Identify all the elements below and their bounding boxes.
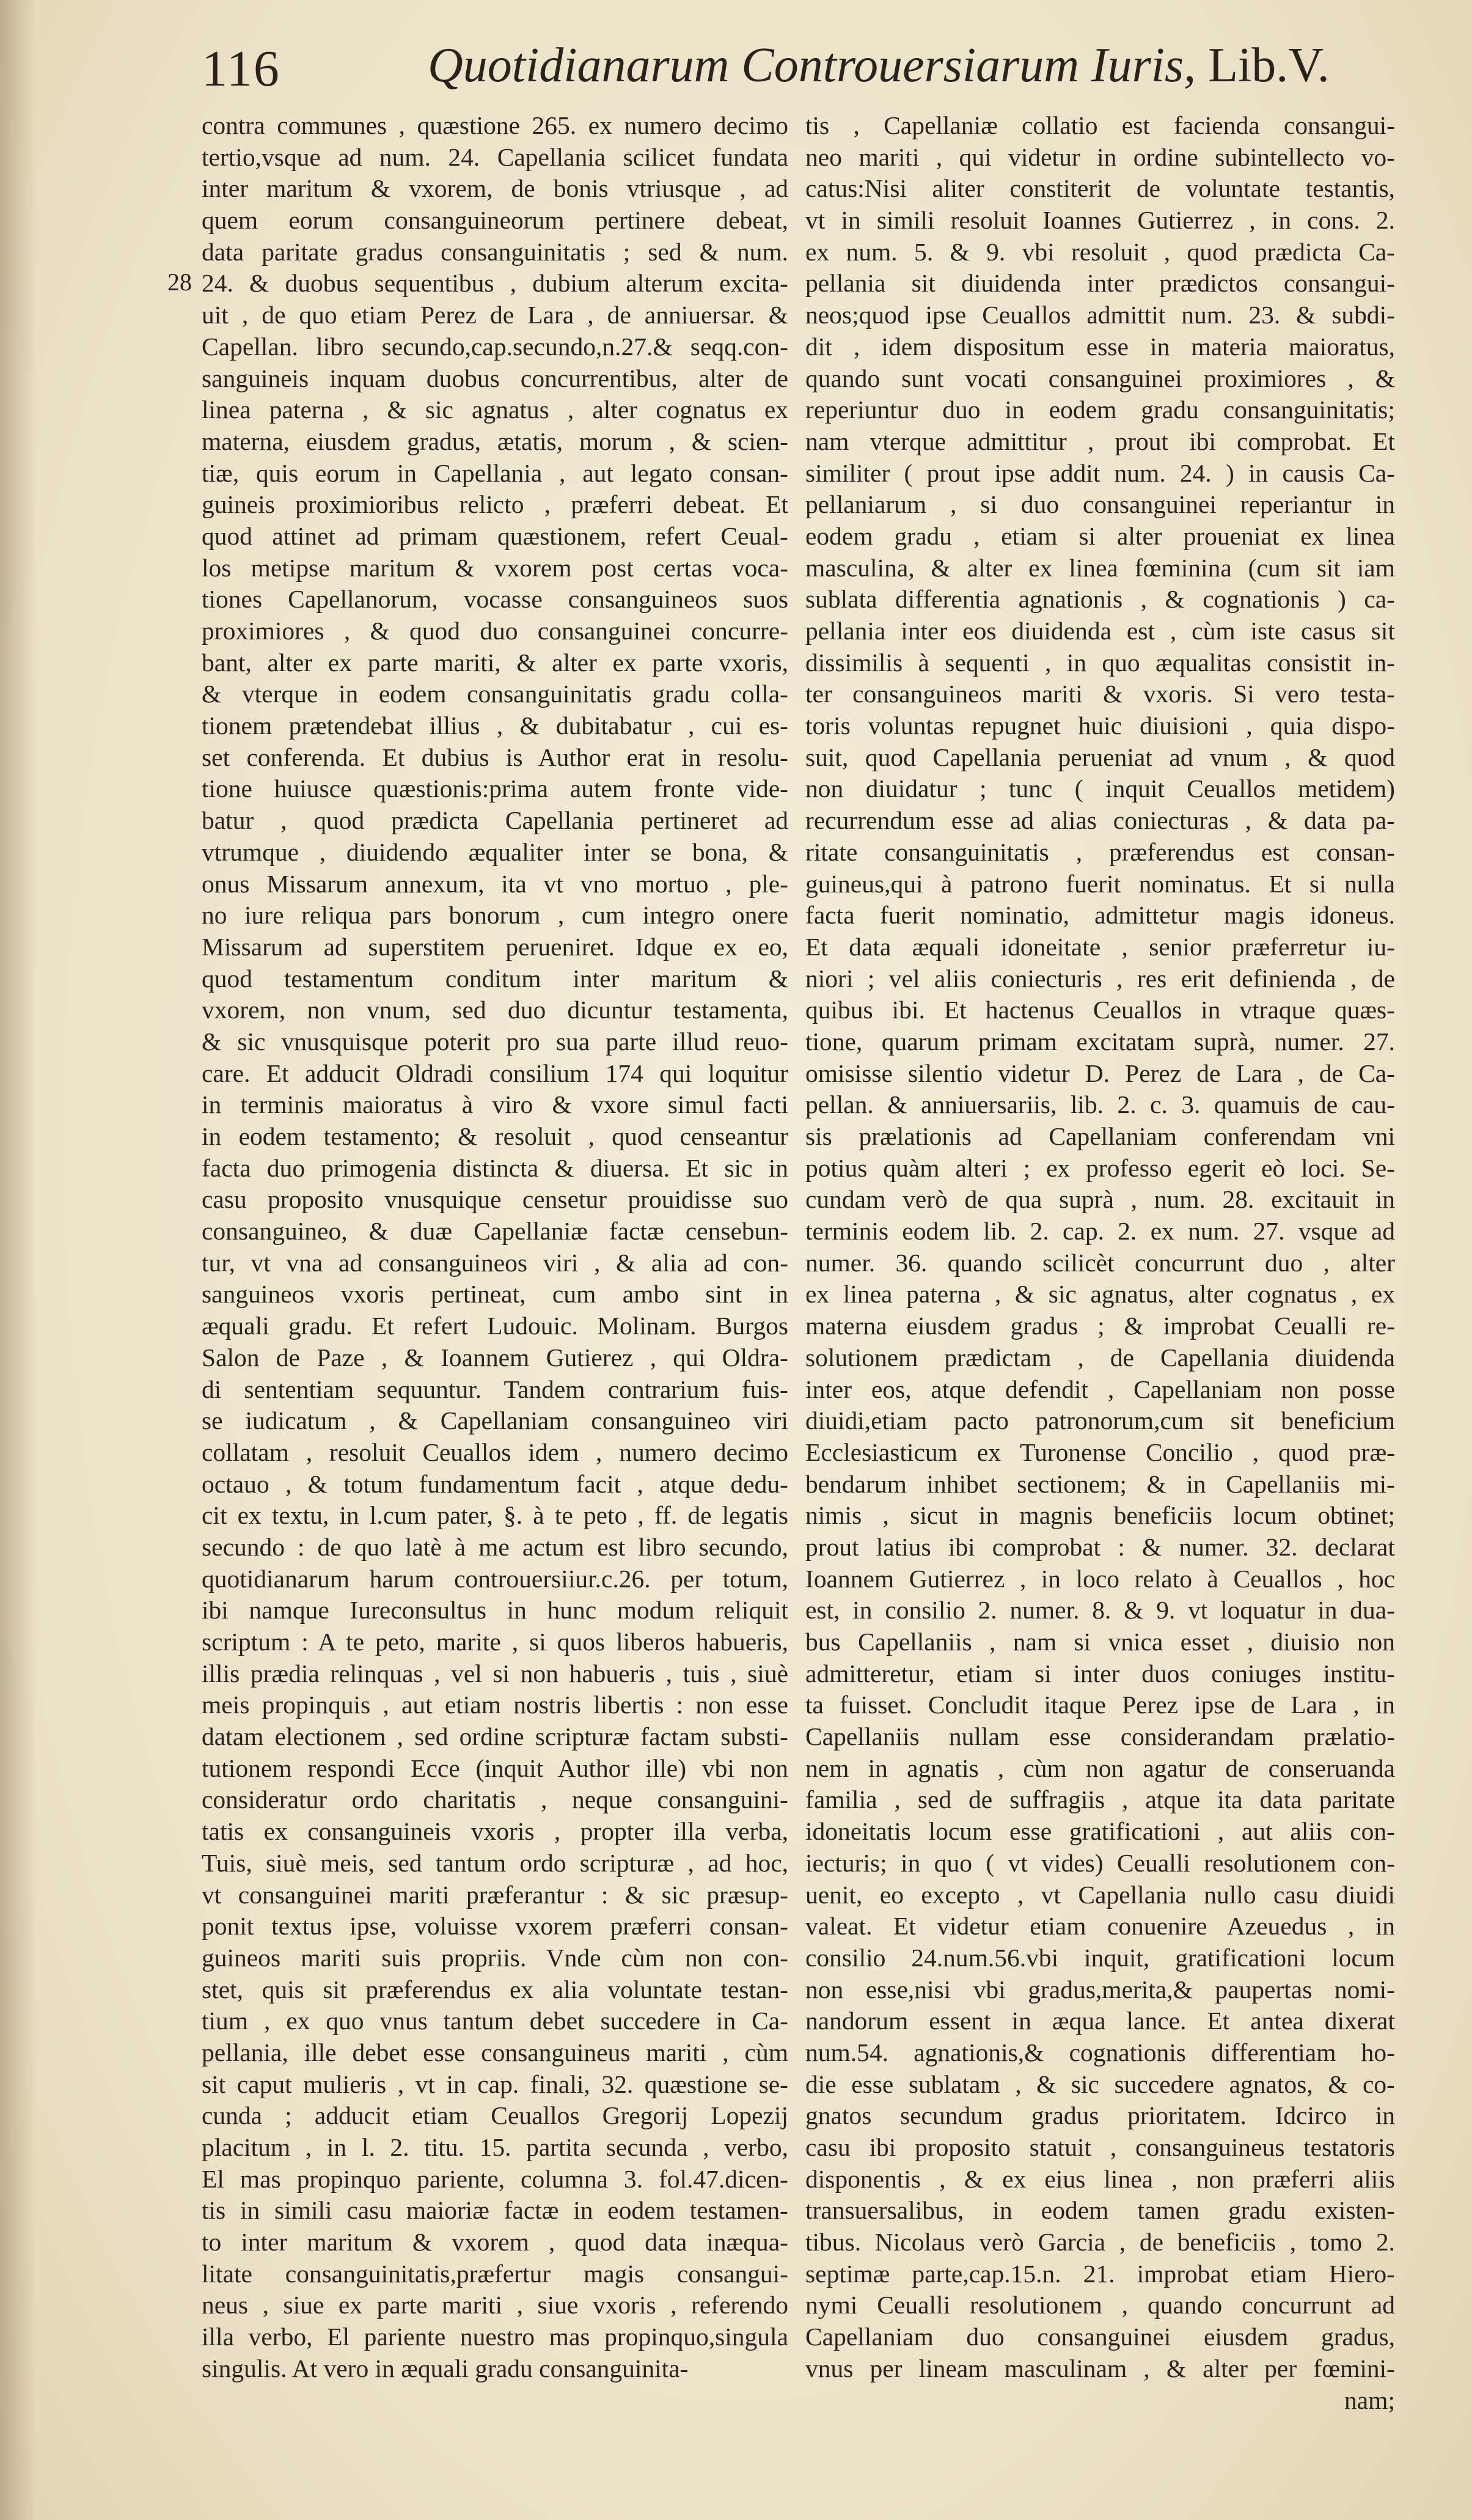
text-line: consideratur ordo charitatis , neque consanguini- xyxy=(202,1785,788,1814)
text-line: catus:Nisi aliter constiterit de voluntate testantis, xyxy=(805,174,1395,203)
text-line: tionem prætendebat illius , & dubitabatur , cui es- xyxy=(202,711,788,740)
text-line: eodem gradu , etiam si alter proueniat ex linea xyxy=(805,521,1395,550)
text-line: valeat. Et videtur etiam conuenire Azeuedus , in xyxy=(805,1912,1395,1941)
text-line: secundo : de quo latè à me actum est libro secundo, xyxy=(202,1532,788,1561)
text-line: data paritate gradus consanguinitatis ; sed & num. xyxy=(202,237,788,266)
text-line: tium , ex quo vnus tantum debet succedere in Ca- xyxy=(202,2007,788,2035)
text-line: tione, quarum primam excitatam suprà, numer. 27. xyxy=(805,1027,1395,1056)
text-line: transuersalibus, in eodem tamen gradu existen- xyxy=(805,2196,1395,2225)
text-line: nam; xyxy=(1344,2386,1395,2414)
text-line: niori ; vel aliis coniecturis , res erit definienda , de xyxy=(805,964,1395,993)
book-label: Lib.V. xyxy=(1208,39,1330,92)
text-line: reperiuntur duo in eodem gradu consanguinitatis; xyxy=(805,395,1395,424)
text-line: quem eorum consanguineorum pertinere debeat, xyxy=(202,206,788,235)
text-line: tatis ex consanguineis vxoris , propter illa verba, xyxy=(202,1817,788,1846)
text-line: guineis proximioribus relicto , præferri debeat. Et xyxy=(202,490,788,519)
text-line: ritate consanguinitatis , præferendus est consan- xyxy=(805,837,1395,866)
text-line: se iudicatum , & Capellaniam consanguineo viri xyxy=(202,1406,788,1435)
text-line: Ioannem Gutierrez , in loco relato à Ceuallos , hoc xyxy=(805,1564,1395,1593)
text-line: casu ibi proposito statuit , consanguineus testatoris xyxy=(805,2133,1395,2161)
running-title-text: Quotidianarum Controuersiarum Iuris, xyxy=(428,39,1196,92)
text-line: non diuidatur ; tunc ( inquit Ceuallos metidem) xyxy=(805,774,1395,803)
text-line: toris voluntas repugnet huic diuisioni , quia dispo- xyxy=(805,711,1395,740)
text-line: & vterque in eodem consanguinitatis gradu colla- xyxy=(202,680,788,708)
text-line: ex linea paterna , & sic agnatus, alter cognatus , ex xyxy=(805,1280,1395,1309)
text-line: El mas propinquo pariente, columna 3. fol.47.dicen- xyxy=(202,2164,788,2193)
text-line: vt consanguinei mariti præferantur : & sic præsup- xyxy=(202,1880,788,1909)
text-line: potius quàm alteri ; ex professo egerit eò loci. Se- xyxy=(805,1153,1395,1182)
text-line: bus Capellaniis , nam si vnica esset , diuisio non xyxy=(805,1628,1395,1656)
text-line: pellaniarum , si duo consanguinei reperiantur in xyxy=(805,490,1395,519)
text-line: idoneitatis locum esse gratificationi , aut aliis con- xyxy=(805,1817,1395,1846)
text-line: inter eos, atque defendit , Capellaniam non posse xyxy=(805,1375,1395,1403)
text-line: materna eiusdem gradus ; & improbat Ceualli re- xyxy=(805,1312,1395,1340)
right-text-column xyxy=(805,110,1395,2416)
text-line: guineus,qui à patrono fuerit nominatus. Et si nulla xyxy=(805,869,1395,898)
text-line: die esse sublatam , & sic succedere agnatos, & co- xyxy=(805,2070,1395,2098)
text-line: num.54. agnationis,& cognationis differentiam ho- xyxy=(805,2038,1395,2066)
text-line: meis propinquis , aut etiam nostris libertis : non esse xyxy=(202,1691,788,1719)
text-line: sis prælationis ad Capellaniam conferendam vni xyxy=(805,1122,1395,1150)
text-line: est, in consilio 2. numer. 8. & 9. vt loquatur in dua- xyxy=(805,1596,1395,1625)
text-line: tertio,vsque ad num. 24. Capellania scilicet fundata xyxy=(202,142,788,171)
text-line: vnus per lineam masculinam , & alter per fœmini- xyxy=(805,2354,1395,2382)
text-line: nimis , sicut in magnis beneficiis locum obtinet; xyxy=(805,1501,1395,1530)
text-line: tibus. Nicolaus verò Garcia , de beneficiis , tomo 2. xyxy=(805,2228,1395,2257)
text-line: neos;quod ipse Ceuallos admittit num. 23. & subdi- xyxy=(805,301,1395,329)
text-line: ex num. 5. & 9. vbi resoluit , quod prædicta Ca- xyxy=(805,237,1395,266)
text-line: stet, quis sit præferendus ex alia voluntate testan- xyxy=(202,1975,788,2004)
text-line: æquali gradu. Et refert Ludouic. Molinam. Burgos xyxy=(202,1312,788,1340)
text-line: Et data æquali idoneitate , senior præferretur iu- xyxy=(805,932,1395,961)
text-line: familia , sed de suffragiis , atque ita data paritate xyxy=(805,1785,1395,1814)
text-line: tur, vt vna ad consanguineos viri , & alia ad con- xyxy=(202,1248,788,1277)
text-line: scriptum : A te peto, marite , si quos liberos habueris, xyxy=(202,1628,788,1656)
text-line: placitum , in l. 2. titu. 15. partita secunda , verbo, xyxy=(202,2133,788,2161)
text-line: in terminis maioratus à viro & vxore simul facti xyxy=(202,1090,788,1119)
text-line: numer. 36. quando scilicèt concurrunt duo , alter xyxy=(805,1248,1395,1277)
text-line: singulis. At vero in æquali gradu consanguinita- xyxy=(202,2354,689,2382)
text-line: sit caput mulieris , vt in cap. finali, 32. quæstione se- xyxy=(202,2070,788,2098)
text-line: sanguineos vxoris pertineat, cum ambo sint in xyxy=(202,1280,788,1309)
text-line: Capellaniis nullam esse considerandam prælatio- xyxy=(805,1722,1395,1751)
text-line: Capellan. libro secundo,cap.secundo,n.27.& seqq.con- xyxy=(202,332,788,361)
text-line: ibi namque Iureconsultus in hunc modum reliquit xyxy=(202,1596,788,1625)
text-line: di sententiam sequuntur. Tandem contrarium fuis- xyxy=(202,1375,788,1403)
text-line: sanguineis inquam duobus concurrentibus, alter de xyxy=(202,364,788,392)
text-line: linea paterna , & sic agnatus , alter cognatus ex xyxy=(202,395,788,424)
text-line: Missarum ad superstitem perueniret. Idque ex eo, xyxy=(202,932,788,961)
binding-shadow xyxy=(0,0,37,2520)
text-line: batur , quod prædicta Capellania pertineret ad xyxy=(202,806,788,835)
text-line: 24. & duobus sequentibus , dubium alterum excita- xyxy=(202,269,788,298)
text-line: vxorem, non vnum, sed duo dicuntur testamenta, xyxy=(202,996,788,1024)
text-line: suit, quod Capellania perueniat ad vnum , & quod xyxy=(805,743,1395,771)
text-line: quod testamentum conditum inter maritum & xyxy=(202,964,788,993)
text-line: bendarum inhibet sectionem; & in Capellaniis mi- xyxy=(805,1469,1395,1498)
text-line: in eodem testamento; & resoluit , quod censeantur xyxy=(202,1122,788,1150)
text-line: nandorum essent in æqua lance. Et antea dixerat xyxy=(805,2007,1395,2035)
text-line: tis , Capellaniæ collatio est facienda consangui- xyxy=(805,111,1395,139)
text-line: omisisse silentio videtur D. Perez de Lara , de Ca- xyxy=(805,1059,1395,1087)
running-title xyxy=(428,38,1330,94)
text-line: facta fuerit nominatio, admittetur magis idoneus. xyxy=(805,901,1395,930)
text-line: tiæ, quis eorum in Capellania , aut legato consan- xyxy=(202,458,788,487)
text-line: collatam , resoluit Ceuallos idem , numero decimo xyxy=(202,1438,788,1466)
text-line: pellan. & anniuersariis, lib. 2. c. 3. quamuis de cau- xyxy=(805,1090,1395,1119)
text-line: tis in simili casu maioriæ factæ in eodem testamen- xyxy=(202,2196,788,2225)
text-line: dissimilis à sequenti , in quo æqualitas consistit in- xyxy=(805,648,1395,677)
text-line: los metipse maritum & vxorem post certas voca- xyxy=(202,553,788,582)
text-line: inter maritum & vxorem, de bonis vtriusque , ad xyxy=(202,174,788,203)
text-line: Ecclesiasticum ex Turonense Concilio , quod præ- xyxy=(805,1438,1395,1466)
text-line: contra communes , quæstione 265. ex numero decimo xyxy=(202,111,788,139)
text-line: uit , de quo etiam Perez de Lara , de anniuersar. & xyxy=(202,301,788,329)
text-line: casu proposito vnusquique censetur prouidisse suo xyxy=(202,1185,788,1214)
text-line: bant, alter ex parte mariti, & alter ex parte vxoris, xyxy=(202,648,788,677)
text-line: materna, eiusdem gradus, ætatis, morum , & scien- xyxy=(202,427,788,455)
text-line: tiones Capellanorum, vocasse consanguineos suos xyxy=(202,585,788,614)
text-line: illa verbo, El pariente nuestro mas propinquo,singula xyxy=(202,2323,788,2351)
text-line: ponit textus ipse, voluisse vxorem præferri consan- xyxy=(202,1912,788,1941)
text-line: quando sunt vocati consanguinei proximiores , & xyxy=(805,364,1395,392)
text-line: guineos mariti suis propriis. Vnde cùm non con- xyxy=(202,1943,788,1972)
text-line: ter consanguineos mariti & vxoris. Si vero testa- xyxy=(805,680,1395,708)
text-line: pellania sit diuidenda inter prædictos consangui- xyxy=(805,269,1395,298)
margin-number: 28 xyxy=(167,268,192,296)
text-line: nem in agnatis , cùm non agatur de conseruanda xyxy=(805,1754,1395,1782)
text-line: diuidi,etiam pacto patronorum,cum sit beneficium xyxy=(805,1406,1395,1435)
text-line: terminis eodem lib. 2. cap. 2. ex num. 27. vsque ad xyxy=(805,1217,1395,1246)
text-line: ta fuisset. Concludit itaque Perez ipse de Lara , in xyxy=(805,1691,1395,1719)
text-line: recurrendum esse ad alias coniecturas , & data pa- xyxy=(805,806,1395,835)
text-line: illis prædia relinquas , vel si non habueris , tuis , siuè xyxy=(202,1659,788,1688)
text-line: Salon de Paze , & Ioannem Gutierez , qui Oldra- xyxy=(202,1343,788,1372)
text-line: set conferenda. Et dubius is Author erat in resolu- xyxy=(202,743,788,771)
text-line: consilio 24.num.56.vbi inquit, gratificationi locum xyxy=(805,1943,1395,1972)
text-line: solutionem prædictam , de Capellania diuidenda xyxy=(805,1343,1395,1372)
text-line: & sic vnusquisque poterit pro sua parte illud reuo- xyxy=(202,1027,788,1056)
text-line: vtrumque , diuidendo æqualiter inter se bona, & xyxy=(202,837,788,866)
text-line: to inter maritum & vxorem , quod data inæqua- xyxy=(202,2228,788,2257)
text-line: quotidianarum harum controuersiiur.c.26. per totum, xyxy=(202,1564,788,1593)
text-line: Capellaniam duo consanguinei eiusdem gradus, xyxy=(805,2323,1395,2351)
text-line: pellania, ille debet esse consanguineus mariti , cùm xyxy=(202,2038,788,2066)
text-line: uenit, eo excepto , vt Capellania nullo casu diuidi xyxy=(805,1880,1395,1909)
text-line: care. Et adducit Oldradi consilium 174 qui loquitur xyxy=(202,1059,788,1087)
text-line: nymi Ceualli resolutionem , quando concurrunt ad xyxy=(805,2291,1395,2320)
text-line: vt in simili resoluit Ioannes Gutierrez , in cons. 2. xyxy=(805,206,1395,235)
text-line: disponentis , & ex eius linea , non præferri aliis xyxy=(805,2164,1395,2193)
text-line: dit , idem dispositum esse in materia maioratus, xyxy=(805,332,1395,361)
text-line: octauo , & totum fundamentum facit , atque dedu- xyxy=(202,1469,788,1498)
text-line: cundam verò de qua suprà , num. 28. excitauit in xyxy=(805,1185,1395,1214)
text-line: pellania inter eos diuidenda est , cùm iste casus sit xyxy=(805,617,1395,645)
text-line: cit ex textu, in l.cum pater, §. à te peto , ff. de legatis xyxy=(202,1501,788,1530)
text-line: no iure reliqua pars bonorum , cum integro onere xyxy=(202,901,788,930)
text-line: similiter ( prout ipse addit num. 24. ) in causis Ca- xyxy=(805,458,1395,487)
text-line: sublata differentia agnationis , & cognationis ) ca- xyxy=(805,585,1395,614)
text-line: Tuis, siuè meis, sed tantum ordo scripturæ , ad hoc, xyxy=(202,1848,788,1877)
text-line: quibus ibi. Et hactenus Ceuallos in vtraque quæs- xyxy=(805,996,1395,1024)
left-text-column xyxy=(202,110,788,2385)
text-line: masculina, & alter ex linea fœminina (cum sit iam xyxy=(805,553,1395,582)
text-line: admitteretur, etiam si inter duos coniuges institu- xyxy=(805,1659,1395,1688)
text-line: iecturis; in quo ( vt vides) Ceualli resolutionem con- xyxy=(805,1848,1395,1877)
page-number: 116 xyxy=(202,40,280,97)
text-line: prout latius ibi comprobat : & numer. 32. declarat xyxy=(805,1532,1395,1561)
text-line: facta duo primogenia distincta & diuersa. Et sic in xyxy=(202,1153,788,1182)
text-line: onus Missarum annexum, ita vt vno mortuo , ple- xyxy=(202,869,788,898)
text-line: proximiores , & quod duo consanguinei concurre- xyxy=(202,617,788,645)
text-line: nam vterque admittitur , prout ibi comprobat. Et xyxy=(805,427,1395,455)
text-line: non esse,nisi vbi gradus,merita,& paupertas nomi- xyxy=(805,1975,1395,2004)
text-line: neus , siue ex parte mariti , siue vxoris , referendo xyxy=(202,2291,788,2320)
text-line: datam electionem , sed ordine scripturæ factam substi- xyxy=(202,1722,788,1751)
text-line: tione huiusce quæstionis:prima autem fronte vide- xyxy=(202,774,788,803)
text-line: quod attinet ad primam quæstionem, refert Ceual- xyxy=(202,521,788,550)
text-line: cunda ; adducit etiam Ceuallos Gregorij Lopezij xyxy=(202,2101,788,2130)
text-line: neo mariti , qui videtur in ordine subintellecto vo- xyxy=(805,142,1395,171)
text-line: litate consanguinitatis,præfertur magis consangui- xyxy=(202,2259,788,2288)
text-line: consanguineo, & duæ Capellaniæ factæ censebun- xyxy=(202,1217,788,1246)
text-line: gnatos secundum gradus prioritatem. Idcirco in xyxy=(805,2101,1395,2130)
text-line: tutionem respondi Ecce (inquit Author ille) vbi non xyxy=(202,1754,788,1782)
text-line: septimæ parte,cap.15.n. 21. improbat etiam Hiero- xyxy=(805,2259,1395,2288)
